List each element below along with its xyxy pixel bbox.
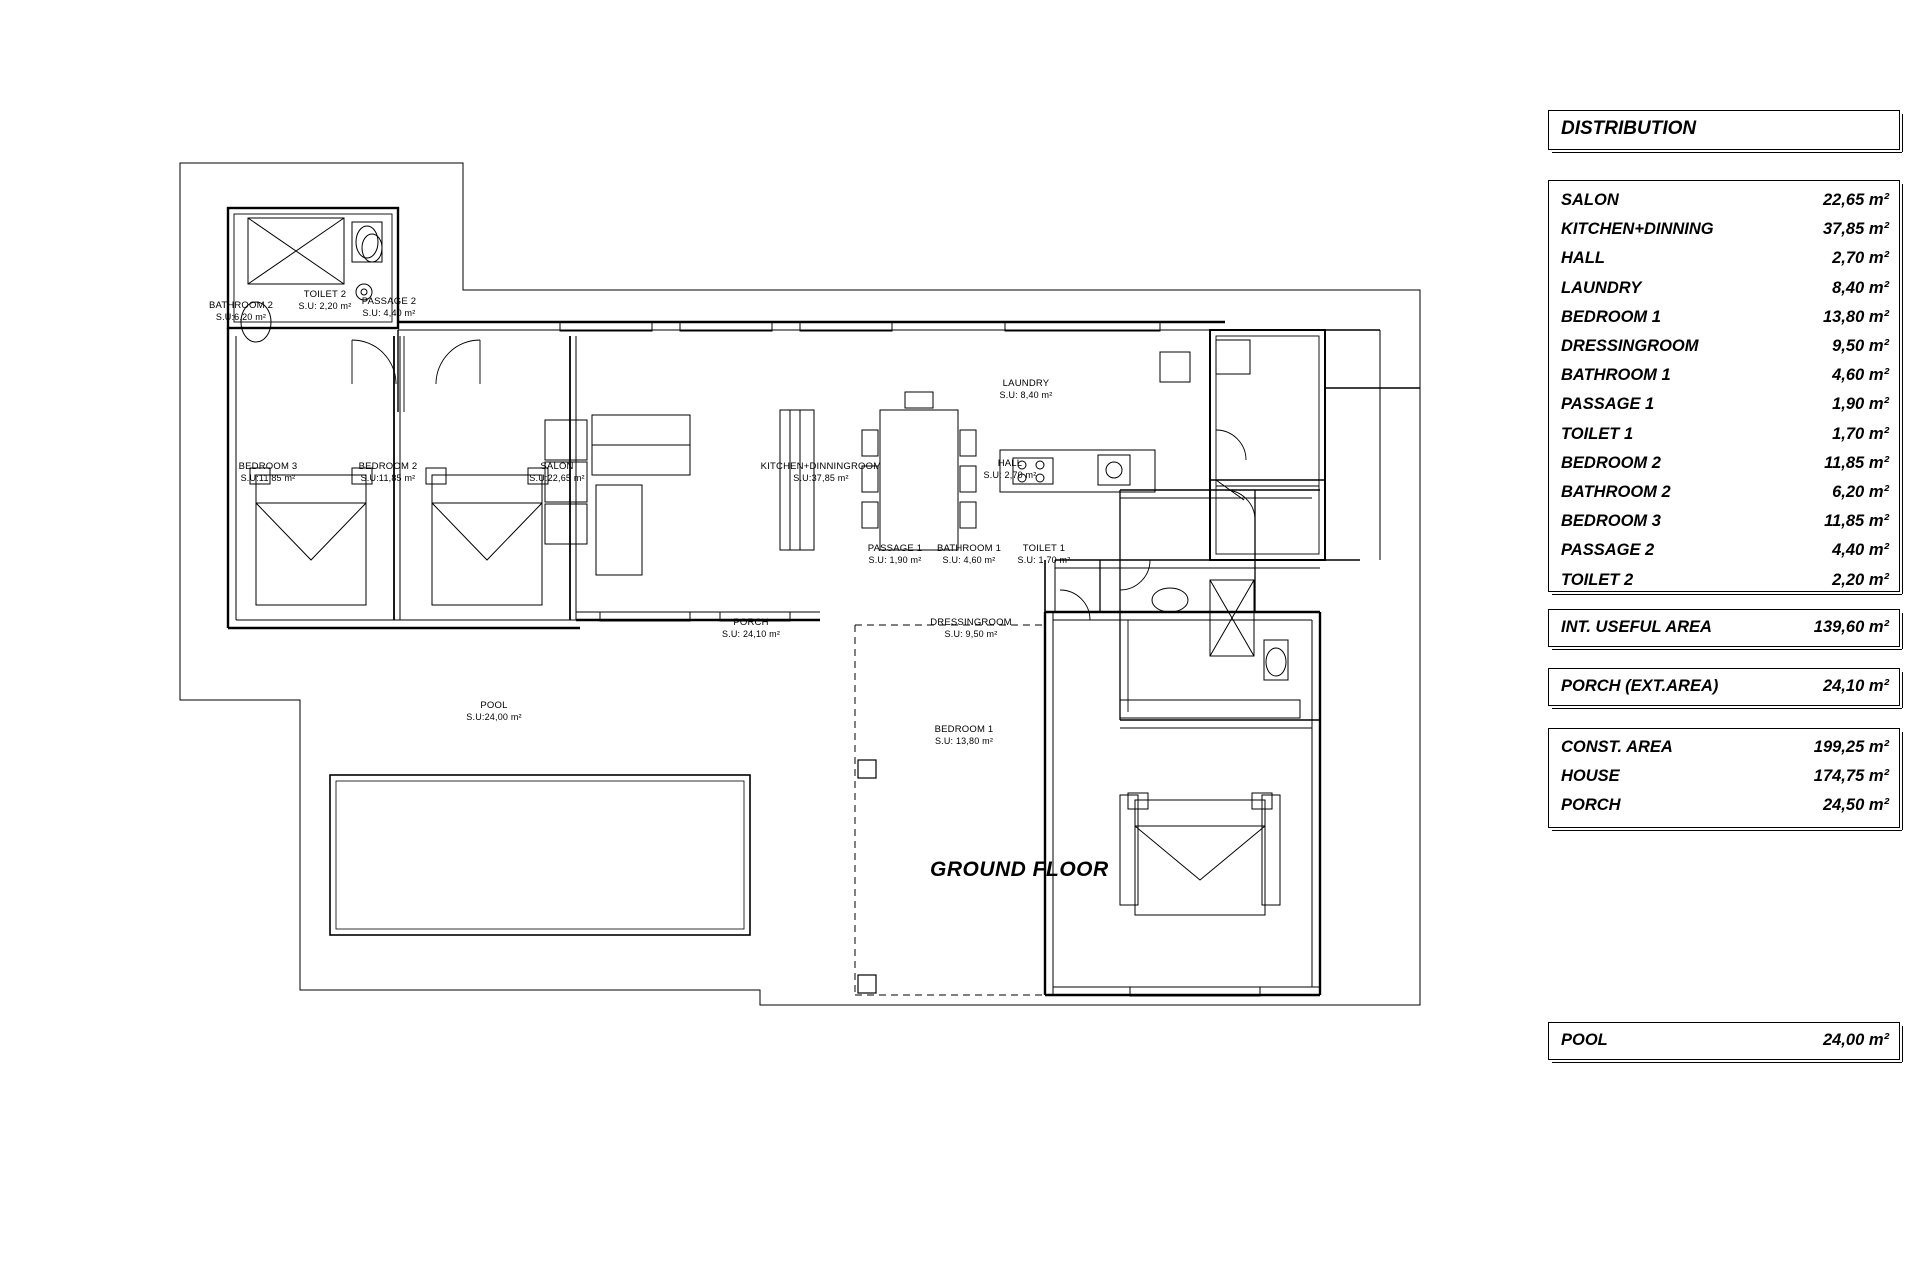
room-area: S.U: 4,60 m² [942, 554, 996, 565]
room-label-text: DRESSINGROOM [1561, 337, 1699, 356]
room-name: BEDROOM 3 [238, 461, 298, 472]
construction-row [1549, 733, 1899, 762]
room-label-text: PASSAGE 2 [1561, 541, 1655, 560]
room-label [984, 458, 1037, 481]
room-label [1018, 543, 1071, 566]
porch-ext-box [1548, 668, 1900, 706]
room-label [359, 461, 418, 484]
room-name: TOILET 2 [303, 289, 347, 300]
room-name: SALON [540, 461, 574, 472]
pool-row [1549, 1023, 1899, 1057]
room-area: S.U:22,65 m² [529, 472, 585, 483]
porch-ext-label: PORCH (EXT.AREA) [1561, 677, 1719, 695]
room-label-text: BEDROOM 3 [1561, 512, 1661, 531]
room-area: S.U:37,85 m² [793, 472, 849, 483]
room-area: S.U:6,20 m² [215, 311, 267, 322]
room-area: S.U: 9,50 m² [944, 628, 998, 639]
room-area-value: 8,40 m² [1832, 278, 1889, 297]
plan-title: GROUND FLOOR [930, 858, 1109, 881]
pool-outline [330, 775, 750, 935]
distribution-row [1549, 244, 1899, 273]
distribution-row [1549, 420, 1899, 449]
room-name: BATHROOM 2 [208, 300, 274, 311]
room-label-text: TOILET 1 [1561, 424, 1634, 443]
room-name: LAUNDRY [1002, 378, 1050, 389]
room-area-value: 6,20 m² [1832, 483, 1889, 502]
room-label-text: BATHROOM 1 [1561, 366, 1671, 385]
room-label [362, 296, 416, 319]
construction-row [1549, 791, 1899, 820]
distribution-row [1549, 449, 1899, 478]
porch-ext-value: 24,10 m² [1822, 677, 1889, 695]
room-label [466, 700, 521, 723]
room-label-text: HALL [1561, 249, 1605, 268]
distribution-row [1549, 361, 1899, 390]
room-label [761, 461, 882, 484]
distribution-row [1549, 536, 1899, 565]
room-label [935, 724, 994, 747]
room-name: HALL [997, 458, 1023, 469]
useful-area-row [1549, 610, 1899, 644]
room-name: KITCHEN+DINNINGROOM [760, 461, 882, 472]
room-area-value: 2,20 m² [1832, 570, 1889, 589]
legend-title-row [1549, 111, 1899, 147]
room-area: S.U: 1,90 m² [868, 554, 922, 565]
distribution-row [1549, 390, 1899, 419]
room-label [529, 461, 584, 484]
room-label-text: KITCHEN+DINNING [1561, 220, 1714, 239]
distribution-box [1548, 180, 1900, 592]
room-area: S.U:11,85 m² [240, 472, 296, 483]
room-label [299, 289, 352, 312]
room-label [239, 461, 298, 484]
legend-title: DISTRIBUTION [1561, 118, 1697, 139]
construction-row [1549, 762, 1899, 791]
room-label [209, 300, 273, 323]
construction-label: CONST. AREA [1561, 738, 1673, 756]
pool-box [1548, 1022, 1900, 1060]
distribution-row [1549, 274, 1899, 303]
distribution-row [1549, 478, 1899, 507]
room-area-value: 9,50 m² [1832, 337, 1889, 356]
room-name: DRESSINGROOM [930, 617, 1012, 628]
construction-label: HOUSE [1561, 767, 1620, 786]
room-area: S.U: 1,70 m² [1017, 554, 1071, 565]
legend-title-box [1548, 110, 1900, 150]
room-area: S.U:24,00 m² [466, 711, 522, 722]
room-name: TOILET 1 [1022, 543, 1066, 554]
distribution-row [1549, 215, 1899, 244]
room-area: S.U: 2,70 m² [983, 469, 1037, 480]
room-area-value: 1,70 m² [1832, 424, 1889, 443]
room-name: BATHROOM 1 [936, 543, 1002, 554]
useful-area-label: INT. USEFUL AREA [1561, 618, 1712, 636]
room-label [722, 617, 780, 640]
distribution-row [1549, 507, 1899, 536]
room-area-value: 4,40 m² [1832, 541, 1889, 560]
room-area-value: 2,70 m² [1832, 249, 1889, 268]
room-label-text: BEDROOM 2 [1561, 453, 1661, 472]
room-area: S.U:11,85 m² [360, 472, 416, 483]
pool-value: 24,00 m² [1822, 1031, 1889, 1049]
room-area-value: 37,85 m² [1822, 220, 1889, 239]
room-name: POOL [480, 700, 508, 711]
room-name: BEDROOM 2 [358, 461, 418, 472]
distribution-row [1549, 566, 1899, 595]
room-label [1000, 378, 1053, 401]
useful-area-value: 139,60 m² [1813, 618, 1889, 636]
room-label-text: BATHROOM 2 [1561, 483, 1671, 502]
room-area: S.U: 4,40 m² [362, 307, 416, 318]
construction-value: 24,50 m² [1822, 796, 1889, 815]
useful-area-box [1548, 609, 1900, 647]
construction-label: PORCH [1561, 796, 1621, 815]
room-label-text: SALON [1561, 191, 1619, 209]
construction-value: 199,25 m² [1813, 738, 1889, 756]
room-area-value: 4,60 m² [1832, 366, 1889, 385]
room-area: S.U: 8,40 m² [999, 389, 1053, 400]
room-label-text: BEDROOM 1 [1561, 307, 1661, 326]
room-label [937, 543, 1001, 566]
room-area-value: 13,80 m² [1822, 307, 1889, 326]
legend-panel [1530, 0, 1920, 1280]
room-label [930, 617, 1012, 640]
room-label-text: LAUNDRY [1561, 278, 1642, 297]
construction-box [1548, 728, 1900, 828]
construction-value: 174,75 m² [1813, 767, 1889, 786]
room-area: S.U: 13,80 m² [934, 735, 994, 746]
room-area: S.U: 24,10 m² [721, 628, 781, 639]
distribution-row [1549, 332, 1899, 361]
room-area: S.U: 2,20 m² [298, 300, 352, 311]
distribution-row [1549, 303, 1899, 332]
pool-label: POOL [1561, 1031, 1608, 1049]
room-area-value: 11,85 m² [1824, 512, 1889, 531]
porch-ext-row [1549, 669, 1899, 703]
room-label [868, 543, 922, 566]
room-area-value: 22,65 m² [1822, 191, 1889, 209]
distribution-row [1549, 186, 1899, 215]
room-name: BEDROOM 1 [934, 724, 994, 735]
room-label-text: TOILET 2 [1561, 570, 1634, 589]
room-name: PASSAGE 2 [361, 296, 417, 307]
room-area-value: 11,85 m² [1824, 453, 1889, 472]
room-area-value: 1,90 m² [1832, 395, 1889, 414]
room-name: PASSAGE 1 [867, 543, 923, 554]
room-name: PORCH [733, 617, 769, 628]
room-label-text: PASSAGE 1 [1561, 395, 1655, 414]
